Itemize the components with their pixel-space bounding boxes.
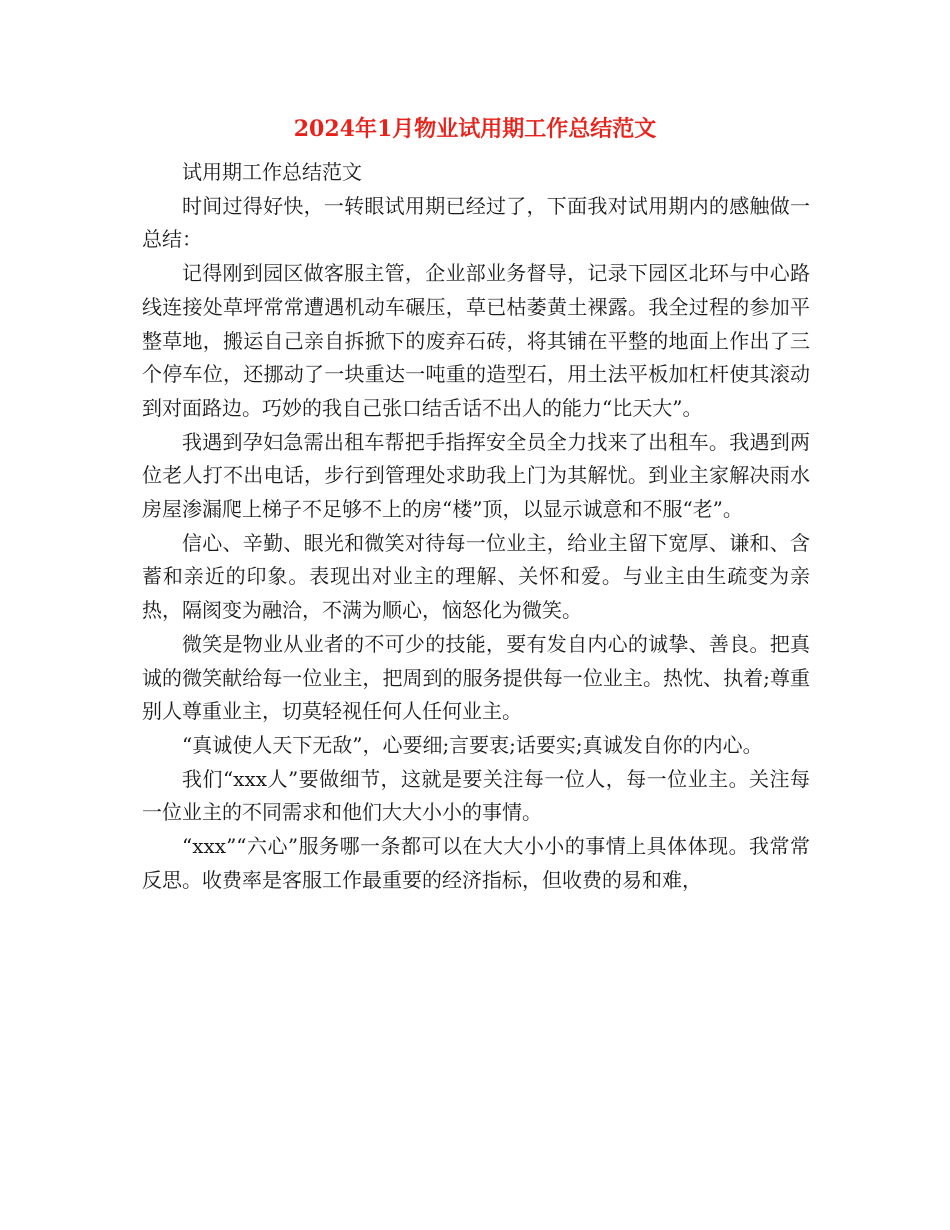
paragraph: 记得刚到园区做客服主管，企业部业务督导，记录下园区北环与中心路线连接处草坪常常遭遇机动车碾压，草已枯萎黄土裸露。我全过程的参加平整草地，搬运自己亲自拆掀下的废弃石砖，将其铺在平整的地面上作出了三个停车位，还挪动了一块重达一吨重的造型石，用土法平板加杠杆使其滚动到对面路边。巧妙的我自己张口结舌话不出人的能力“比天大”。: [142, 261, 810, 420]
paragraph: 时间过得好快，一转眼试用期已经过了，下面我对试用期内的感触做一总结：: [142, 193, 810, 252]
document-body: [142, 156, 810, 897]
paragraph: “xxx”“六心”服务哪一条都可以在大大小小的事情上具体体现。我常常反思。收费率是客服工作最重要的经济指标，但收费的易和难，: [142, 834, 810, 892]
paragraph-subtitle: 试用期工作总结范文: [182, 160, 362, 184]
paragraph: 信心、辛勤、眼光和微笑对待每一位业主，给业主留下宽厚、谦和、含蓄和亲近的印象。表现出对业主的理解、关怀和爱。与业主由生疏变为亲热，隔阂变为融洽，不满为顺心，恼怒化为微笑。: [142, 530, 810, 623]
paragraph: 我们“xxx人”要做细节，这就是要关注每一位人，每一位业主。关注每一位业主的不同需求和他们大大小小的事情。: [142, 766, 810, 825]
document-title: 2024年1月物业试用期工作总结范文: [293, 116, 657, 142]
paragraph: 微笑是物业从业者的不可少的技能，要有发自内心的诚挚、善良。把真诚的微笑献给每一位业主，把周到的服务提供每一位业主。热忱、执着;尊重别人尊重业主，切莫轻视任何人任何业主。: [142, 631, 810, 724]
paragraph: 我遇到孕妇急需出租车帮把手指挥安全员全力找来了出租车。我遇到两位老人打不出电话，步行到管理处求助我上门为其解忧。到业主家解决雨水房屋渗漏爬上梯子不足够不上的房“楼”顶，以显示诚意和不服“老”。: [142, 429, 810, 522]
paragraph: “真诚使人天下无敌”，心要细;言要衷;话要实;真诚发自你的内心。: [182, 732, 763, 757]
